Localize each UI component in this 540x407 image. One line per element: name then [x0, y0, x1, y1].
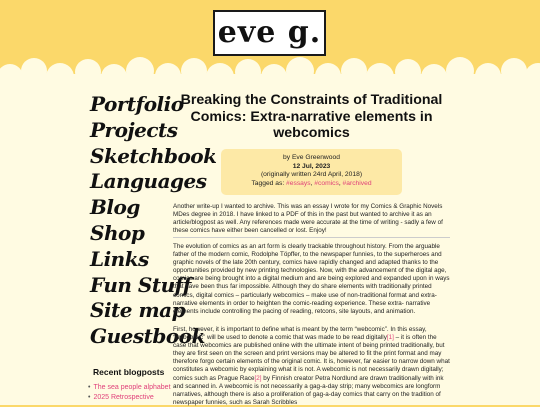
article: [173, 92, 450, 406]
article-date: 12 Jul, 2023: [292, 162, 331, 170]
recent-blogposts-list: [88, 383, 171, 403]
nav-projects[interactable]: Projects: [90, 117, 178, 142]
logo-text: eve g.: [217, 15, 322, 50]
paragraph-text: – it is often the case that webcomics are published online with the ultimate intent of being printed traditionally, but they are first seen on the screen and print versions may be altered to fit the print format and may therefore forgo certain elements of the original comic. It is, however, far easier to narrow down what constitutes a webcomic by explaining what it is not. A webcomic is not necessarily drawn digitally; comics such as Prague Race: [173, 334, 450, 382]
nav-fun-stuff[interactable]: Fun Stuff: [90, 272, 191, 297]
article-tags: Tagged as: #essays, #comics, #archived: [251, 180, 372, 188]
nav-blog[interactable]: Blog: [90, 195, 140, 220]
tag-link[interactable]: #comics: [314, 180, 339, 188]
article-meta-box: [221, 149, 402, 195]
sidebar-nav: [90, 92, 217, 350]
scalloped-edge: [0, 57, 540, 81]
tag-link[interactable]: #archived: [342, 180, 372, 188]
nav-sketchbook[interactable]: Sketchbook: [90, 143, 217, 168]
nav-portfolio[interactable]: Portfolio: [90, 92, 184, 116]
nav-languages[interactable]: Languages: [90, 169, 207, 194]
recent-blogposts-heading: Recent blogposts: [93, 367, 165, 377]
recent-post-link[interactable]: • The sea people alphabet: [88, 383, 171, 393]
article-title: Breaking the Constraints of Traditional Comics: Extra-narrative elements in webcomics: [180, 92, 443, 142]
divider: [173, 237, 450, 238]
article-original-date: (originally written 24rd April, 2018): [260, 171, 363, 179]
article-intro: Another write-up I wanted to archive. This was an essay I wrote for my Comics & Graphic Novels MDes degree in 2018. I have linked to a PDF of this in the past but wanted to archive it as an article/blogpost as well. Any references made were accurate at the time of writing - sadly a few of these comics have either been cancelled or lost. Enjoy!: [173, 203, 443, 235]
article-paragraph: [173, 326, 450, 407]
tags-prefix: Tagged as:: [251, 180, 287, 188]
nav-guestbook[interactable]: Guestbook: [90, 324, 205, 349]
tag-link[interactable]: #essays: [286, 180, 311, 188]
nav-site-map[interactable]: Site map: [90, 298, 186, 323]
nav-shop[interactable]: Shop: [90, 220, 145, 245]
recent-post-link[interactable]: • 2025 Retrospective: [88, 393, 171, 403]
paragraph-text: by Finnish creator Petra Nordlund are drawn traditionally with ink and scanned in. A webcomic is not necessarily a gag-a-day strip; many webcomics are longform narratives, although there is also a proliferation of gag-a-day comics that carry on the tradition of newspaper funnies, such as Sarah Scribbles: [173, 374, 444, 406]
footnote-link[interactable]: [2]: [254, 374, 262, 382]
nav-links[interactable]: Links: [90, 246, 149, 271]
site-logo[interactable]: [213, 10, 326, 56]
article-paragraph: The evolution of comics as an art form is clearly trackable throughout history. From the arguable father of the modern comic, Rodolphe Töpffer, to the newspaper funnies, to the superheroes and graphic novels of the late 20th century, comics have rapidly changed and adapted thanks to the opportunities provided by new printing technologies. Now, with the advancement of the digital age, comics are being brought into a digital medium and are being explored and expanded upon in ways that have been thus far impossible. Although they do share elements with traditionally printed comics, digital comics – particularly webcomics – make use of non-traditional format and extra-narrative elements in order to heighten the comic-reading experience. These extra- narrative elements include controlling the pacing of reading, retcons, site layouts, and animation.: [173, 243, 450, 315]
footnote-link[interactable]: [1]: [386, 334, 394, 342]
paragraph-text: First, however, it is important to define what is meant by the term “webcomic”. In this essay, “webcomic” will be used to denote a comic that was made to be read digitally: [173, 326, 427, 342]
article-author: by Eve Greenwood: [283, 154, 340, 161]
